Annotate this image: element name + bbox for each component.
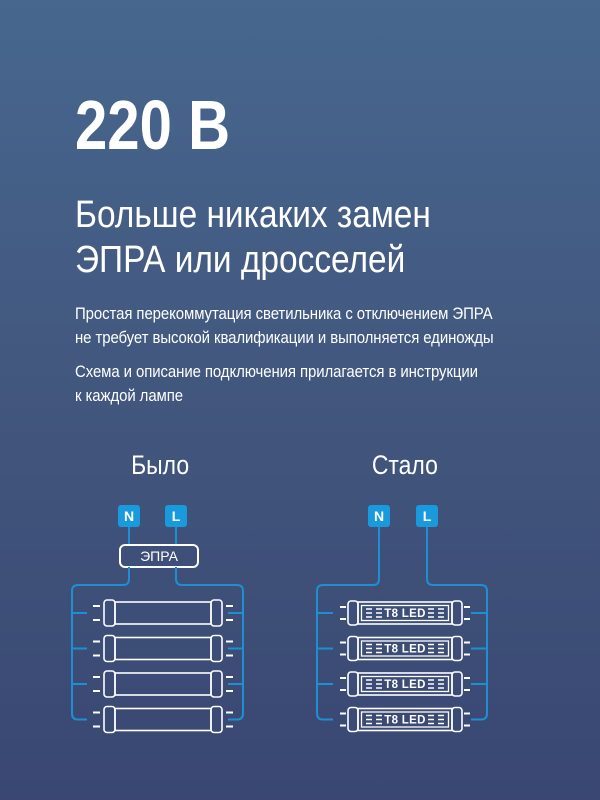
terminal-n-label: N xyxy=(123,508,135,524)
terminal-l-label: L xyxy=(422,508,432,524)
ballast-epra xyxy=(120,545,198,567)
ballast-label: ЭПРА xyxy=(140,548,178,564)
tube-label: T8 LED xyxy=(384,679,426,691)
tube-label: T8 LED xyxy=(384,643,426,656)
tube-endcap-right xyxy=(211,600,222,626)
tube-endcap-left xyxy=(348,637,358,661)
tube-endcap-left xyxy=(348,601,358,625)
tube-body xyxy=(115,602,211,624)
tube-body xyxy=(115,709,211,731)
tube-endcap-right xyxy=(211,636,222,662)
tube-endcap-right xyxy=(452,708,462,732)
terminal-l-before xyxy=(165,505,187,527)
paragraph-rewiring xyxy=(75,302,494,349)
wire-left-rail-before xyxy=(72,567,129,720)
tube-endcap-left xyxy=(348,708,358,732)
tube-endcap-left xyxy=(104,600,115,626)
paragraph-rewiring-line-1: Простая перекоммутация светильника с отключением ЭПРА xyxy=(75,304,493,323)
tube-endcap-right xyxy=(452,672,462,696)
fluorescent-tube-3 xyxy=(93,671,233,697)
led-tube-3 xyxy=(340,672,470,696)
wire-left-stubs-after xyxy=(317,613,333,684)
tube-endcap-left xyxy=(104,636,115,662)
hero-subtitle-line-2: ЭПРА или дросселей xyxy=(75,239,406,281)
led-tube-1 xyxy=(340,601,470,625)
tube-endcap-left xyxy=(104,671,115,697)
fluorescent-tube-4 xyxy=(93,707,233,733)
paragraph-manual xyxy=(75,360,478,407)
tube-endcap-right xyxy=(211,671,222,697)
tube-body xyxy=(115,673,211,695)
terminal-n-label: N xyxy=(373,508,385,524)
hero-subtitle xyxy=(75,193,431,283)
fluorescent-tube-2 xyxy=(93,636,233,662)
before-label: Было xyxy=(131,450,189,480)
paragraph-rewiring-line-2: не требует высокой квалификации и выполняется единожды xyxy=(75,327,494,347)
diagram-after-wiring xyxy=(300,495,510,760)
terminal-l-after xyxy=(416,505,438,527)
wire-right-stubs-after xyxy=(471,613,487,684)
tube-label: T8 LED xyxy=(384,714,426,727)
wire-left-stubs-before xyxy=(72,613,87,684)
wire-right-stubs-before xyxy=(228,613,243,684)
tube-body xyxy=(115,638,211,660)
led-tube-4 xyxy=(340,708,470,732)
diagram-before-wiring xyxy=(60,495,260,760)
tube-endcap-left xyxy=(104,707,115,733)
tube-pins xyxy=(93,642,233,656)
tube-pins xyxy=(93,713,233,727)
tube-pins xyxy=(93,677,233,691)
fluorescent-tube-1 xyxy=(93,600,233,626)
paragraph-manual-line-1: Схема и описание подключения прилагается в инструкции xyxy=(75,362,478,381)
tube-endcap-right xyxy=(452,601,462,625)
after-label: Стало xyxy=(371,450,439,480)
paragraph-manual-line-2: к каждой лампе xyxy=(75,385,183,405)
tube-endcap-left xyxy=(348,672,358,696)
wire-right-rail-before xyxy=(176,567,243,720)
tube-pins xyxy=(93,606,233,620)
voltage-title: 220 В xyxy=(75,86,231,164)
terminal-n-before xyxy=(118,505,140,527)
tube-endcap-right xyxy=(452,637,462,661)
hero-subtitle-line-1: Больше никаких замен xyxy=(75,194,431,236)
terminal-n-after xyxy=(368,505,390,527)
tube-label: T8 LED xyxy=(384,608,426,620)
tube-endcap-right xyxy=(211,707,222,733)
terminal-l-label: L xyxy=(171,508,181,524)
led-tube-2 xyxy=(340,637,470,661)
